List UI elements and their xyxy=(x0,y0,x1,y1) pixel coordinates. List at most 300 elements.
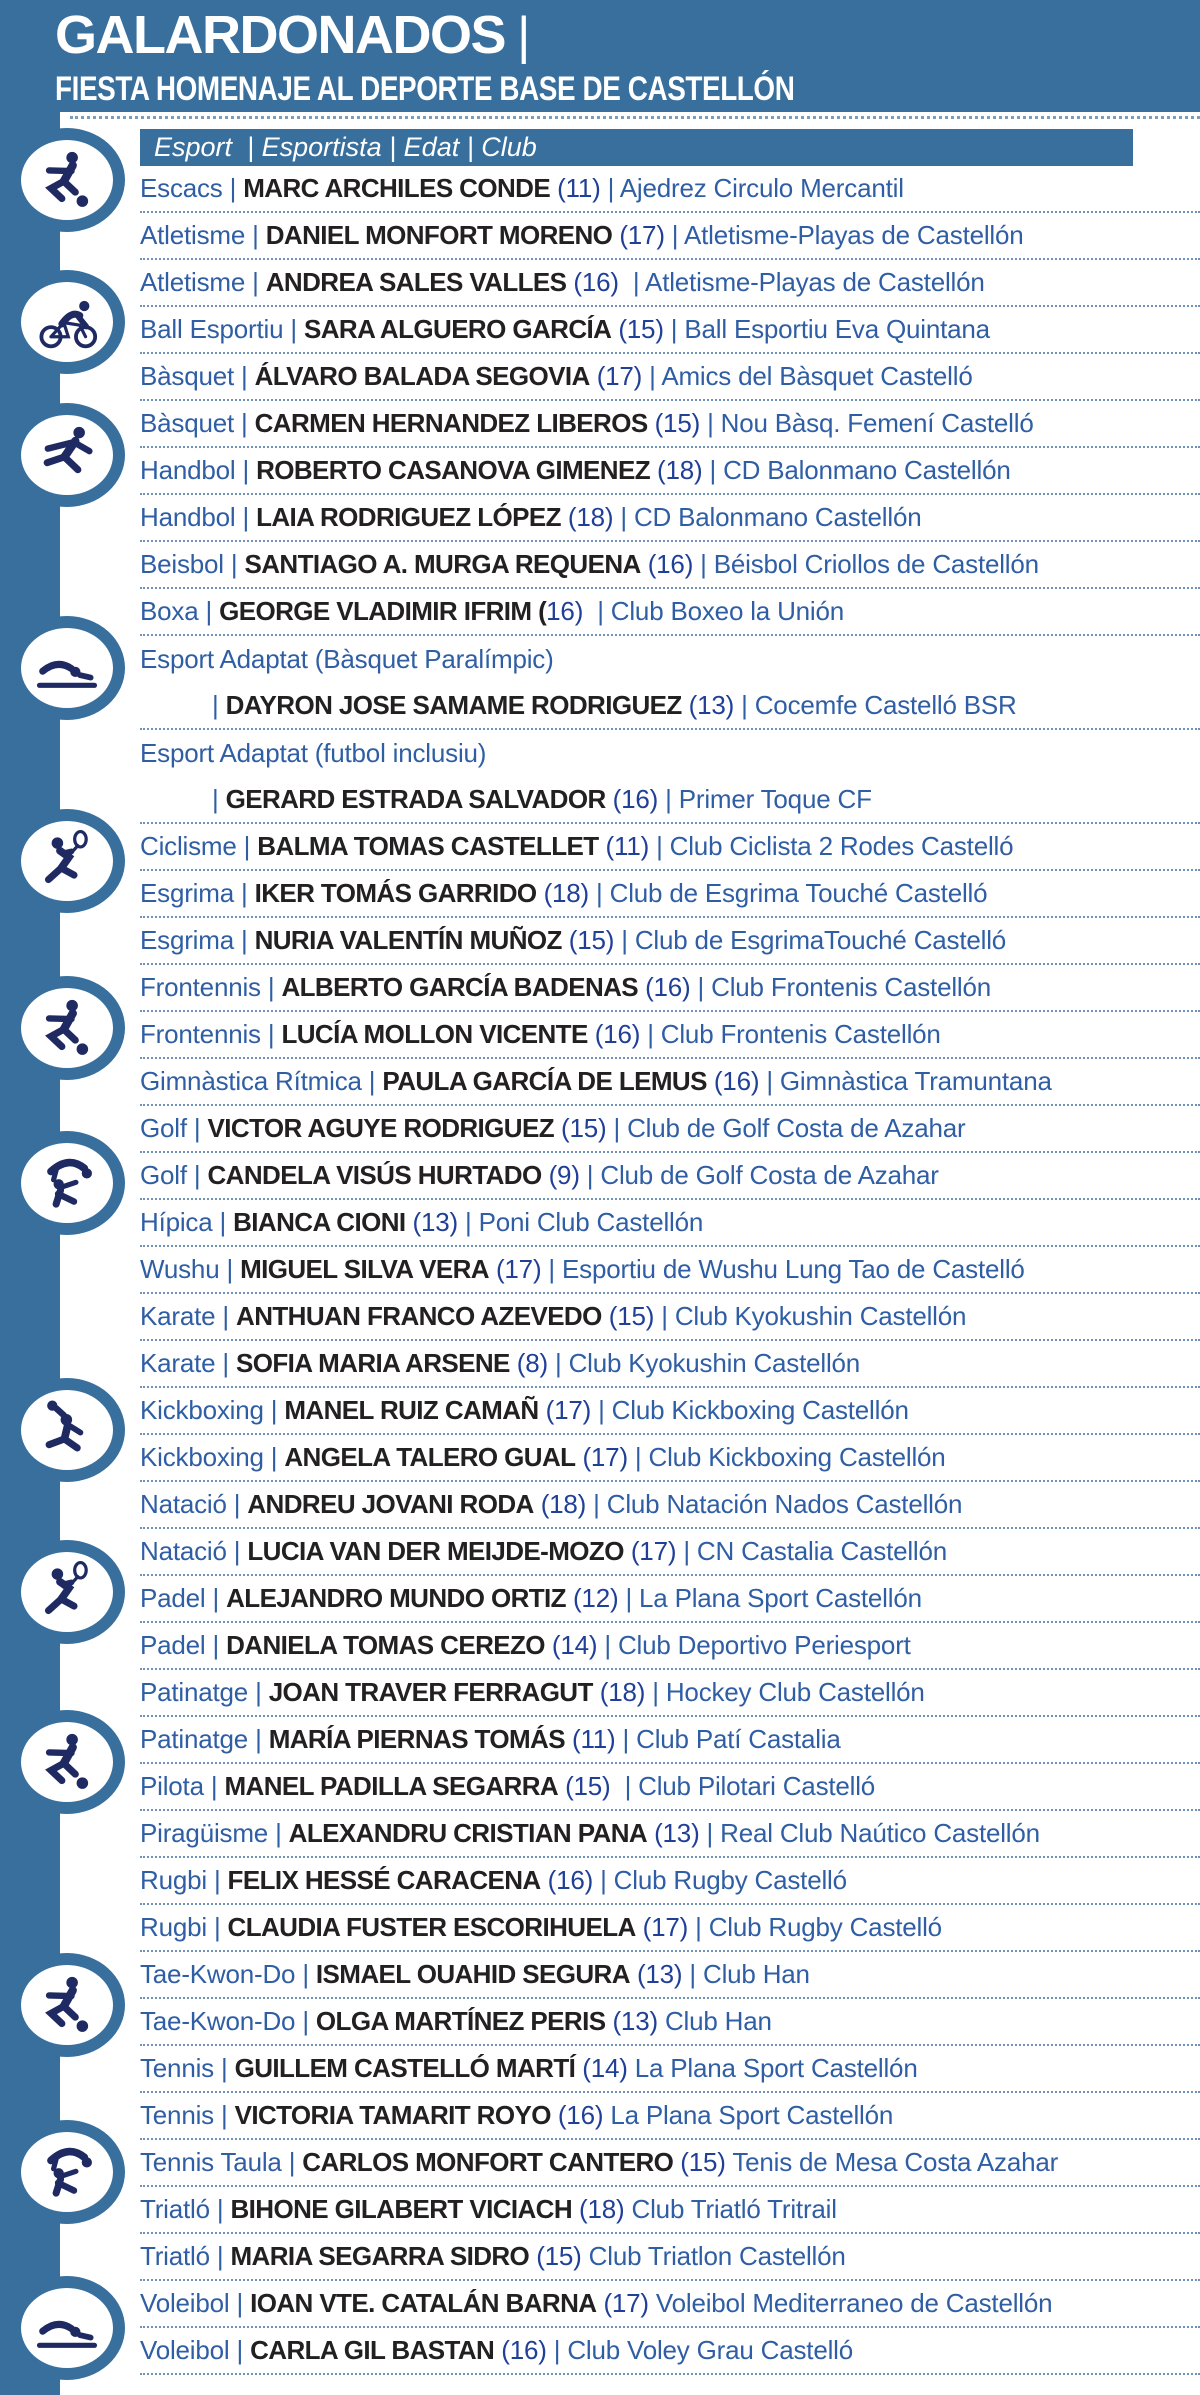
athlete-age: (14) xyxy=(575,2053,628,2083)
row-sport: Voleibol xyxy=(140,2288,230,2318)
table-row xyxy=(140,2234,1200,2281)
athlete-age: (13) xyxy=(605,2006,658,2036)
row-separator: | xyxy=(664,220,684,250)
table-row xyxy=(140,1576,1200,1623)
row-separator: | xyxy=(233,925,255,955)
row-separator: | xyxy=(198,596,220,626)
athlete-age: (18) xyxy=(649,455,703,485)
football-icon xyxy=(9,1953,125,2057)
athlete-age: (14) xyxy=(544,1630,598,1660)
athlete-age: 16) xyxy=(546,596,584,626)
row-sport: Handbol xyxy=(140,502,236,532)
club-name: Club Natación Nados Castellón xyxy=(606,1489,963,1519)
row-separator: | xyxy=(457,1207,479,1237)
table-row xyxy=(140,1623,1200,1670)
row-sport: Esgrima xyxy=(140,878,234,908)
athlete-name: VICTOR AGUYE RODRIGUEZ xyxy=(207,1113,554,1143)
row-separator: | xyxy=(186,1113,208,1143)
athlete-name: SARA ALGUERO GARCÍA xyxy=(303,314,612,344)
row-separator: | xyxy=(226,1536,248,1566)
club-name: Tenis de Mesa Costa Azahar xyxy=(732,2147,1059,2177)
row-sport: Triatló xyxy=(140,2194,210,2224)
row-separator xyxy=(582,2241,589,2271)
table-row xyxy=(140,2093,1200,2140)
table-row xyxy=(140,213,1200,260)
table-row xyxy=(140,1764,1200,1811)
row-separator: | xyxy=(205,1583,227,1613)
row-separator: | xyxy=(361,1066,383,1096)
athlete-name: DANIELA TOMAS CEREZO xyxy=(226,1630,545,1660)
athlete-name: GUILLEM CASTELLÓ MARTÍ xyxy=(234,2053,576,2083)
page-header xyxy=(0,0,1200,112)
row-sport: Tennis Taula xyxy=(140,2147,282,2177)
row-sport: Boxa xyxy=(140,596,199,626)
table-row xyxy=(140,1247,1200,1294)
table-row xyxy=(140,1341,1200,1388)
club-name: Béisbol Criollos de Castellón xyxy=(713,549,1039,579)
row-separator: | xyxy=(547,1348,569,1378)
row-separator: | xyxy=(579,1160,601,1190)
row-sport: Rugbi xyxy=(140,1912,207,1942)
row-separator: | xyxy=(203,1771,225,1801)
athlete-name: DAYRON JOSE SAMAME RODRIGUEZ xyxy=(225,690,682,720)
club-name: Club Han xyxy=(703,1959,810,1989)
row-separator: | xyxy=(654,1301,675,1331)
athlete-name: FELIX HESSÉ CARACENA xyxy=(227,1865,541,1895)
row-sport: Tennis xyxy=(140,2053,214,2083)
athlete-name: ANDREU JOVANI RODA xyxy=(247,1489,534,1519)
row-separator: | xyxy=(295,1959,316,1989)
athlete-age: (16) xyxy=(494,2335,547,2365)
row-separator: | xyxy=(688,1912,709,1942)
row-separator: | xyxy=(699,1818,721,1848)
club-name: Club Kyokushin Castellón xyxy=(674,1301,967,1331)
athlete-age: (15) xyxy=(601,1301,655,1331)
row-separator: | xyxy=(235,502,257,532)
row-separator: | xyxy=(260,1019,282,1049)
row-sport: Tae-Kwon-Do xyxy=(140,2006,296,2036)
table-row xyxy=(140,166,1200,213)
club-name: Club Voley Grau Castelló xyxy=(567,2335,853,2365)
row-sport: Tennis xyxy=(140,2100,214,2130)
table-row xyxy=(140,1294,1200,1341)
header-divider xyxy=(70,116,1200,119)
table-row xyxy=(140,542,1200,589)
athlete-age: (16) xyxy=(566,267,619,297)
row-separator: | xyxy=(234,361,255,391)
table-row xyxy=(140,1153,1200,1200)
row-separator: | xyxy=(613,502,634,532)
club-name: Gimnàstica Tramuntana xyxy=(779,1066,1052,1096)
club-name: Club Rugby Castelló xyxy=(708,1912,942,1942)
athlete-name: LUCIA VAN DER MEIJDE-MOZO xyxy=(247,1536,624,1566)
row-separator: | xyxy=(209,2194,231,2224)
row-sport: Ball Esportiu xyxy=(140,314,284,344)
row-separator: | xyxy=(186,1160,208,1190)
row-separator: | xyxy=(229,2335,251,2365)
row-separator: | xyxy=(541,1254,563,1284)
athlete-name: JOAN TRAVER FERRAGUT xyxy=(268,1677,593,1707)
athlete-age: (9) xyxy=(541,1160,580,1190)
table-row xyxy=(140,2140,1200,2187)
club-name: Primer Toque CF xyxy=(678,784,872,814)
table-row xyxy=(140,1059,1200,1106)
row-separator: | xyxy=(606,1113,628,1143)
club-name: Esportiu de Wushu Lung Tao de Castelló xyxy=(562,1254,1025,1284)
athlete-age: (11) xyxy=(564,1724,616,1754)
row-separator: | xyxy=(700,408,721,438)
row-separator xyxy=(658,2006,665,2036)
club-name: Club de Esgrima Touché Castelló xyxy=(609,878,988,908)
row-separator: | xyxy=(627,1442,649,1472)
athlete-age: (12) xyxy=(565,1583,619,1613)
table-row xyxy=(140,965,1200,1012)
row-separator: | xyxy=(209,2241,231,2271)
row-separator: | xyxy=(226,1489,248,1519)
row-separator: | xyxy=(586,1489,607,1519)
table-row xyxy=(140,2046,1200,2093)
athlete-age: (18) xyxy=(572,2194,625,2224)
row-sport: Patinatge xyxy=(140,1677,249,1707)
athlete-name: SOFIA MARIA ARSENE xyxy=(236,1348,510,1378)
row-sport: Padel xyxy=(140,1583,206,1613)
athlete-name: ÁLVARO BALADA SEGOVIA xyxy=(254,361,590,391)
athlete-age: (17) xyxy=(635,1912,689,1942)
row-sport: Pilota xyxy=(140,1771,204,1801)
table-row xyxy=(140,636,1200,730)
table-row xyxy=(140,2281,1200,2328)
row-sport: Atletisme xyxy=(140,267,246,297)
row-separator: | xyxy=(215,1348,237,1378)
athlete-name: CARMEN HERNANDEZ LIBEROS xyxy=(254,408,648,438)
page-subtitle: FIESTA HOMENAJE AL DEPORTE BASE DE CASTELLÓN xyxy=(55,70,795,108)
judo-icon xyxy=(9,1131,125,1235)
table-row xyxy=(140,1012,1200,1059)
athlete-name: MARC ARCHILES CONDE xyxy=(243,173,551,203)
row-separator: | xyxy=(235,455,257,485)
athlete-age: (16) xyxy=(640,549,694,579)
row-separator: | xyxy=(640,1019,661,1049)
row-separator: | xyxy=(682,1959,703,1989)
row-sport: Gimnàstica Rítmica xyxy=(140,1066,362,1096)
athlete-age: (13) xyxy=(681,690,735,720)
table-row xyxy=(140,1388,1200,1435)
table-row xyxy=(140,1811,1200,1858)
row-sport: Ciclisme xyxy=(140,831,237,861)
row-separator: | xyxy=(234,408,255,438)
club-name: Club Frontenis Castellón xyxy=(660,1019,941,1049)
row-sport: Karate xyxy=(140,1348,216,1378)
row-sport: Handbol xyxy=(140,455,236,485)
row-separator: | xyxy=(229,2288,251,2318)
row-separator: | xyxy=(263,1442,285,1472)
club-name: Club Kyokushin Castellón xyxy=(568,1348,861,1378)
column-header-esport: Esport xyxy=(154,132,240,162)
row-separator: | xyxy=(295,2006,316,2036)
table-row xyxy=(140,2187,1200,2234)
row-separator: | xyxy=(734,690,755,720)
row-sport: Natació xyxy=(140,1536,227,1566)
club-name: Ajedrez Circulo Mercantil xyxy=(619,173,904,203)
row-separator: | xyxy=(597,1630,618,1660)
athlete-age: (17) xyxy=(623,1536,677,1566)
club-name: Club Patí Castalia xyxy=(636,1724,841,1754)
athlete-name: SANTIAGO A. MURGA REQUENA xyxy=(244,549,641,579)
club-name: Club Kickboxing Castellón xyxy=(648,1442,946,1472)
row-sport: Bàsquet xyxy=(140,408,235,438)
table-header xyxy=(140,129,1133,166)
row-separator: | xyxy=(236,831,258,861)
row-separator: | xyxy=(213,2100,235,2130)
athlete-age: (15) xyxy=(529,2241,582,2271)
club-name: Club Triatló Tritrail xyxy=(631,2194,837,2224)
row-separator: | xyxy=(215,1301,237,1331)
club-name: CD Balonmano Castellón xyxy=(633,502,922,532)
tennis-icon xyxy=(9,809,125,913)
football-icon xyxy=(9,1710,125,1814)
row-sport: Wushu xyxy=(140,1254,220,1284)
athlete-name: IKER TOMÁS GARRIDO xyxy=(254,878,537,908)
table-row xyxy=(140,1858,1200,1905)
athlete-name: LAIA RODRIGUEZ LÓPEZ xyxy=(256,502,561,532)
athlete-age: (17) xyxy=(596,2288,649,2318)
club-name: Real Club Naútico Castellón xyxy=(720,1818,1040,1848)
row-separator: | xyxy=(281,2147,303,2177)
row-separator: | xyxy=(658,784,679,814)
row-sport: Kickboxing xyxy=(140,1395,264,1425)
club-name: Club Ciclista 2 Rodes Castelló xyxy=(669,831,1014,861)
athlete-age: (15) xyxy=(673,2147,726,2177)
column-header-club: Club xyxy=(481,132,537,162)
athlete-age: (13) xyxy=(647,1818,700,1848)
row-sport: Natació xyxy=(140,1489,227,1519)
athlete-age: (17) xyxy=(488,1254,542,1284)
row-sport: Voleibol xyxy=(140,2335,230,2365)
row-separator: | xyxy=(212,784,226,814)
table-row xyxy=(140,307,1200,354)
row-sport: Kickboxing xyxy=(140,1442,264,1472)
row-separator xyxy=(625,2194,632,2224)
awards-list xyxy=(140,166,1200,2375)
club-name: Club de Golf Costa de Azahar xyxy=(627,1113,966,1143)
athlete-name: CLAUDIA FUSTER ESCORIHUELA xyxy=(227,1912,636,1942)
table-row xyxy=(140,1482,1200,1529)
club-name: La Plana Sport Castellón xyxy=(639,1583,922,1613)
row-separator: | xyxy=(248,1677,269,1707)
column-separator: | xyxy=(239,132,262,162)
club-name: Club Han xyxy=(664,2006,772,2036)
athlete-name: OLGA MARTÍNEZ PERIS xyxy=(315,2006,606,2036)
row-sport: Karate xyxy=(140,1301,216,1331)
athlete-age: (13) xyxy=(629,1959,683,1989)
athlete-name: MARIA SEGARRA SIDRO xyxy=(230,2241,530,2271)
athlete-name: ALEJANDRO MUNDO ORTIZ xyxy=(226,1583,566,1613)
row-separator: | xyxy=(219,1254,241,1284)
row-sport: Esport Adaptat (futbol inclusiu) xyxy=(140,738,487,768)
athlete-name: MIGUEL SILVA VERA xyxy=(240,1254,489,1284)
table-row xyxy=(140,448,1200,495)
club-name: Poni Club Castellón xyxy=(478,1207,704,1237)
club-name: Club Deportivo Periesport xyxy=(617,1630,911,1660)
club-name: Cocemfe Castelló BSR xyxy=(754,690,1017,720)
club-name: Club Rugby Castelló xyxy=(613,1865,847,1895)
row-separator: | xyxy=(213,2053,235,2083)
club-name: Amics del Bàsquet Castelló xyxy=(661,361,973,391)
athlete-age: (17) xyxy=(589,361,643,391)
row-separator: | xyxy=(591,1395,612,1425)
club-name: Club Frontenis Castellón xyxy=(711,972,992,1002)
athlete-name: GERARD ESTRADA SALVADOR xyxy=(225,784,606,814)
table-row xyxy=(140,401,1200,448)
athlete-name: ANGELA TALERO GUAL xyxy=(284,1442,576,1472)
club-name: La Plana Sport Castellón xyxy=(610,2100,894,2130)
row-separator: | xyxy=(593,1865,614,1895)
row-separator: | xyxy=(702,455,724,485)
football-icon xyxy=(9,128,125,232)
athlete-name: ANDREA SALES VALLES xyxy=(265,267,567,297)
row-separator: | xyxy=(212,690,226,720)
athlete-age: (17) xyxy=(538,1395,592,1425)
club-name: Nou Bàsq. Femení Castelló xyxy=(720,408,1034,438)
athlete-name: MARÍA PIERNAS TOMÁS xyxy=(268,1724,565,1754)
row-separator: | xyxy=(205,1630,227,1660)
athlete-name: NURIA VALENTÍN MUÑOZ xyxy=(254,925,562,955)
athlete-name: ROBERTO CASANOVA GIMENEZ xyxy=(256,455,650,485)
row-separator: | xyxy=(233,878,255,908)
row-separator: | xyxy=(614,925,635,955)
athlete-age: (18) xyxy=(592,1677,646,1707)
table-row xyxy=(140,918,1200,965)
row-sport: Hípica xyxy=(140,1207,213,1237)
athlete-age: (11) xyxy=(550,173,601,203)
club-name: Club Pilotari Castelló xyxy=(638,1771,876,1801)
club-name: Club de EsgrimaTouché Castelló xyxy=(634,925,1007,955)
volleyball-icon xyxy=(9,1378,125,1482)
athlete-name: BIANCA CIONI xyxy=(233,1207,406,1237)
row-separator: | xyxy=(693,549,714,579)
athlete-name: GEORGE VLADIMIR IFRIM ( xyxy=(219,596,547,626)
table-row xyxy=(140,1999,1200,2046)
row-separator xyxy=(649,2288,656,2318)
row-separator: | xyxy=(245,267,266,297)
football-icon xyxy=(9,976,125,1080)
row-sport: Padel xyxy=(140,1630,206,1660)
row-separator: | xyxy=(245,220,266,250)
athlete-name: ALBERTO GARCÍA BADENAS xyxy=(281,972,639,1002)
row-sport: Esport Adaptat (Bàsquet Paralímpic) xyxy=(140,644,554,674)
table-row xyxy=(140,1529,1200,1576)
row-sport: Triatló xyxy=(140,2241,210,2271)
club-name: La Plana Sport Castellón xyxy=(634,2053,918,2083)
row-separator: | xyxy=(222,173,244,203)
athlete-age: (18) xyxy=(533,1489,587,1519)
row-separator: | xyxy=(663,314,685,344)
athlete-name: ANTHUAN FRANCO AZEVEDO xyxy=(236,1301,602,1331)
athlete-name: PAULA GARCÍA DE LEMUS xyxy=(382,1066,707,1096)
athlete-name: ALEXANDRU CRISTIAN PANA xyxy=(288,1818,648,1848)
club-name: Atletisme-Playas de Castellón xyxy=(645,267,985,297)
row-separator: | xyxy=(642,361,662,391)
column-separator: | xyxy=(381,132,404,162)
row-separator: | xyxy=(589,878,610,908)
running-icon xyxy=(9,403,125,507)
row-sport: Esgrima xyxy=(140,925,234,955)
athlete-age: (13) xyxy=(405,1207,458,1237)
athlete-age: (15) xyxy=(611,314,664,344)
row-separator: | xyxy=(212,1207,234,1237)
row-separator: | xyxy=(600,173,620,203)
table-row xyxy=(140,589,1200,636)
row-sport: Bàsquet xyxy=(140,361,235,391)
athlete-age: (17) xyxy=(575,1442,628,1472)
athlete-age: (18) xyxy=(560,502,614,532)
athlete-age: (16) xyxy=(706,1066,760,1096)
athlete-name: MANEL PADILLA SEGARRA xyxy=(224,1771,559,1801)
club-name: Club Kickboxing Castellón xyxy=(611,1395,909,1425)
club-name: Atletisme-Playas de Castellón xyxy=(683,220,1024,250)
athlete-name: LUCÍA MOLLON VICENTE xyxy=(281,1019,588,1049)
athlete-name: BALMA TOMAS CASTELLET xyxy=(257,831,599,861)
club-name: CN Castalia Castellón xyxy=(696,1536,948,1566)
row-separator: | xyxy=(206,1865,228,1895)
row-separator: | xyxy=(690,972,712,1002)
row-separator: | xyxy=(676,1536,697,1566)
athlete-name: DANIEL MONFORT MORENO xyxy=(265,220,613,250)
row-separator: | xyxy=(283,314,304,344)
athlete-age: (8) xyxy=(509,1348,548,1378)
table-row xyxy=(140,1952,1200,1999)
athlete-age: (17) xyxy=(612,220,665,250)
table-row xyxy=(140,260,1200,307)
athlete-name: CARLA GIL BASTAN xyxy=(250,2335,495,2365)
athlete-age: (16) xyxy=(605,784,659,814)
row-sport: Rugbi xyxy=(140,1865,207,1895)
athlete-age: (15) xyxy=(558,1771,611,1801)
row-sport: Beisbol xyxy=(140,549,224,579)
table-row xyxy=(140,1670,1200,1717)
athlete-name: BIHONE GILABERT VICIACH xyxy=(230,2194,573,2224)
table-row xyxy=(140,495,1200,542)
row-separator xyxy=(628,2053,635,2083)
athlete-age: (16) xyxy=(540,1865,594,1895)
row-separator: | xyxy=(615,1724,637,1754)
row-separator: | xyxy=(263,1395,285,1425)
row-separator: | xyxy=(206,1912,228,1942)
table-row xyxy=(140,824,1200,871)
row-sport: Frontennis xyxy=(140,1019,261,1049)
athlete-name: VICTORIA TAMARIT ROYO xyxy=(234,2100,551,2130)
title-line xyxy=(55,4,531,66)
row-sport: Tae-Kwon-Do xyxy=(140,1959,296,1989)
column-header-esportista: Esportista xyxy=(261,132,382,162)
row-sport: Frontennis xyxy=(140,972,261,1002)
row-separator: | xyxy=(649,831,670,861)
swimming-icon xyxy=(9,616,125,720)
athlete-name: CANDELA VISÚS HURTADO xyxy=(207,1160,542,1190)
swimming-icon xyxy=(9,2276,125,2380)
club-name: CD Balonmano Castellón xyxy=(723,455,1011,485)
athlete-age: (15) xyxy=(561,925,615,955)
cycling-icon xyxy=(9,270,125,374)
table-row xyxy=(140,1717,1200,1764)
column-header-edat: Edat xyxy=(403,132,460,162)
row-separator: | xyxy=(610,1771,639,1801)
club-name: Ball Esportiu Eva Quintana xyxy=(684,314,990,344)
table-row xyxy=(140,1905,1200,1952)
club-name: Club Boxeo la Unión xyxy=(610,596,845,626)
athlete-age: (16) xyxy=(638,972,691,1002)
row-sport: Atletisme xyxy=(140,220,246,250)
